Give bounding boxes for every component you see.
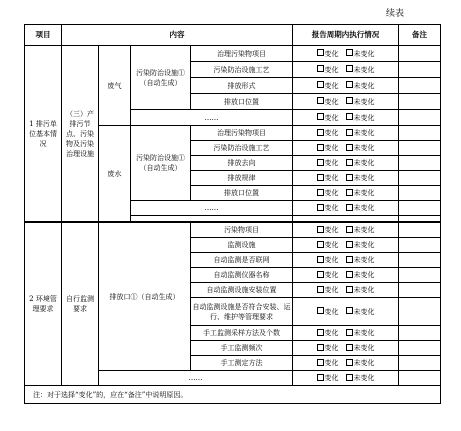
remark-cell[interactable] — [399, 156, 441, 171]
option-label: 未变化 — [353, 359, 375, 367]
remark-cell[interactable] — [399, 78, 441, 94]
section2-outlet: 排放口①（自动生成） — [99, 223, 191, 371]
status-check[interactable] — [293, 356, 399, 371]
option-label: 未变化 — [353, 159, 375, 167]
continued-label: 续表 — [386, 9, 405, 19]
status-check[interactable] — [293, 268, 399, 283]
option-label: 未变化 — [353, 329, 375, 337]
monitor-row-label: 手工监测频次 — [191, 341, 293, 356]
checkbox-icon[interactable] — [346, 307, 353, 314]
option-changed[interactable] — [317, 226, 339, 234]
option-unchanged[interactable] — [346, 308, 375, 316]
option-label: 变化 — [324, 286, 339, 294]
option-changed[interactable] — [317, 144, 339, 152]
option-label: 未变化 — [353, 174, 375, 182]
option-label: 变化 — [324, 97, 339, 106]
remark-cell[interactable] — [399, 126, 441, 141]
option-changed[interactable] — [317, 329, 339, 337]
status-check[interactable] — [293, 371, 399, 386]
header-content: 内容 — [62, 25, 293, 46]
remark-cell[interactable] — [399, 171, 441, 186]
remark-cell[interactable] — [399, 94, 441, 110]
option-label: 未变化 — [353, 286, 375, 294]
gas-ellipsis: …… — [131, 110, 293, 126]
option-changed[interactable] — [317, 50, 339, 58]
checkbox-icon[interactable] — [346, 286, 353, 293]
status-check[interactable] — [293, 341, 399, 356]
status-check[interactable] — [293, 326, 399, 341]
status-check[interactable] — [293, 201, 399, 216]
option-unchanged[interactable] — [346, 66, 375, 74]
status-check[interactable] — [293, 94, 399, 110]
option-unchanged[interactable] — [346, 144, 375, 152]
checkbox-icon[interactable] — [346, 329, 353, 336]
option-label: 变化 — [324, 189, 339, 197]
status-check[interactable] — [293, 110, 399, 126]
checkbox-icon[interactable] — [317, 256, 324, 263]
checkbox-icon[interactable] — [346, 241, 353, 248]
checkbox-icon[interactable] — [317, 189, 324, 196]
checkbox-icon[interactable] — [317, 129, 324, 136]
remark-cell[interactable] — [399, 326, 441, 341]
option-label: 未变化 — [353, 226, 375, 234]
option-label: 变化 — [324, 81, 339, 90]
option-label: 未变化 — [353, 129, 375, 137]
checkbox-icon[interactable] — [346, 97, 353, 104]
option-changed[interactable] — [317, 256, 339, 264]
option-unchanged[interactable] — [346, 204, 375, 212]
spacer-cell — [293, 216, 399, 222]
monitor-row-label: 手工测定方法 — [191, 356, 293, 371]
gas-row-label: 污染防治设施工艺 — [191, 62, 293, 78]
checkbox-icon[interactable] — [317, 226, 324, 233]
checkbox-icon[interactable] — [346, 159, 353, 166]
remark-cell[interactable] — [399, 283, 441, 298]
remark-cell[interactable] — [399, 186, 441, 201]
remark-cell[interactable] — [399, 46, 441, 62]
option-unchanged[interactable] — [346, 226, 375, 234]
monitor-row-label: 监测设施 — [191, 238, 293, 253]
option-changed[interactable] — [317, 66, 339, 74]
option-unchanged[interactable] — [346, 159, 375, 167]
gas-row-label: 治理污染物项目 — [191, 46, 293, 62]
option-changed[interactable] — [317, 204, 339, 212]
water-row-label: 排放规律 — [191, 171, 293, 186]
remark-cell[interactable] — [399, 223, 441, 238]
status-check[interactable] — [293, 126, 399, 141]
option-unchanged[interactable] — [346, 286, 375, 294]
checkbox-icon[interactable] — [317, 159, 324, 166]
remark-cell[interactable] — [399, 268, 441, 283]
checkbox-icon[interactable] — [346, 271, 353, 278]
table-note: 注：对于选择“变化”的，应在“备注”中说明原因。 — [25, 386, 441, 404]
option-label: 变化 — [324, 204, 339, 212]
option-changed[interactable] — [317, 344, 339, 352]
water-row-label: 污染防治设施工艺 — [191, 141, 293, 156]
checkbox-icon[interactable] — [317, 241, 324, 248]
option-label: 变化 — [324, 271, 339, 279]
monitor-ellipsis: …… — [99, 371, 293, 386]
option-label: 变化 — [324, 65, 339, 74]
water-row-label: 排放去向 — [191, 156, 293, 171]
option-label: 变化 — [324, 129, 339, 137]
option-changed[interactable] — [317, 286, 339, 294]
monitor-row-label: 自动监测设施安装位置 — [191, 283, 293, 298]
option-label: 未变化 — [353, 189, 375, 197]
option-label: 变化 — [324, 359, 339, 367]
option-label: 未变化 — [353, 81, 375, 90]
status-check[interactable] — [293, 62, 399, 78]
option-label: 变化 — [324, 144, 339, 152]
checkbox-icon[interactable] — [346, 174, 353, 181]
option-label: 变化 — [324, 49, 339, 58]
water-row-label: 治理污染物项目 — [191, 126, 293, 141]
monitor-row-label: 自动监测设施是否符合安装、运行、维护等管理要求 — [191, 298, 293, 326]
water-ellipsis: …… — [131, 201, 293, 216]
remark-cell[interactable] — [399, 253, 441, 268]
option-label: 变化 — [324, 241, 339, 249]
monitor-row-label: 手工监测采样方法及个数 — [191, 326, 293, 341]
option-label: 未变化 — [353, 344, 375, 352]
option-unchanged[interactable] — [346, 374, 375, 382]
monitor-row-label: 自动监测仪器名称 — [191, 268, 293, 283]
option-label: 变化 — [324, 374, 339, 382]
gas-label: 废气 — [99, 46, 131, 126]
option-label: 变化 — [324, 159, 339, 167]
option-label: 未变化 — [353, 113, 375, 122]
status-check[interactable] — [293, 238, 399, 253]
option-changed[interactable] — [317, 189, 339, 197]
option-label: 变化 — [324, 113, 339, 122]
option-unchanged[interactable] — [346, 359, 375, 367]
header-remark: 备注 — [399, 25, 441, 46]
status-check[interactable] — [293, 298, 399, 326]
checkbox-icon[interactable] — [346, 344, 353, 351]
gas-row-label: 排放形式 — [191, 78, 293, 94]
status-check[interactable] — [293, 223, 399, 238]
option-label: 变化 — [324, 344, 339, 352]
checkbox-icon[interactable] — [346, 204, 353, 211]
status-check[interactable] — [293, 156, 399, 171]
option-changed[interactable] — [317, 129, 339, 137]
remark-cell[interactable] — [399, 110, 441, 126]
checkbox-icon[interactable] — [346, 65, 353, 72]
option-unchanged[interactable] — [346, 174, 375, 182]
option-unchanged[interactable] — [346, 189, 375, 197]
checkbox-icon[interactable] — [346, 81, 353, 88]
checkbox-icon[interactable] — [346, 359, 353, 366]
remark-cell[interactable] — [399, 141, 441, 156]
table-row — [25, 223, 441, 238]
option-label: 未变化 — [353, 144, 375, 152]
checkbox-icon[interactable] — [317, 204, 324, 211]
option-label: 变化 — [324, 256, 339, 264]
checkbox-icon[interactable] — [346, 113, 353, 120]
option-label: 未变化 — [353, 256, 375, 264]
remark-cell[interactable] — [399, 62, 441, 78]
section2-subtitle: 自行监测要求 — [62, 223, 99, 386]
remark-cell[interactable] — [399, 371, 441, 386]
checkbox-icon[interactable] — [346, 374, 353, 381]
status-check[interactable] — [293, 78, 399, 94]
option-label: 变化 — [324, 174, 339, 182]
checkbox-icon[interactable] — [346, 129, 353, 136]
option-label: 未变化 — [353, 307, 375, 316]
report-table — [24, 24, 441, 404]
checkbox-icon[interactable] — [346, 189, 353, 196]
option-changed[interactable] — [317, 359, 339, 367]
option-label: 变化 — [324, 307, 339, 316]
checkbox-icon[interactable] — [317, 81, 324, 88]
header-status: 报告周期内执行情况 — [293, 25, 399, 46]
status-check[interactable] — [293, 253, 399, 268]
spacer-cell — [399, 216, 441, 222]
option-unchanged[interactable] — [346, 329, 375, 337]
option-unchanged[interactable] — [346, 241, 375, 249]
remark-cell[interactable] — [399, 201, 441, 216]
checkbox-icon[interactable] — [346, 256, 353, 263]
option-label: 未变化 — [353, 241, 375, 249]
section2-title: 2 环境管理要求 — [25, 223, 62, 386]
table-note-row — [25, 386, 441, 404]
status-check[interactable] — [293, 46, 399, 62]
option-unchanged[interactable] — [346, 129, 375, 137]
option-unchanged[interactable] — [346, 50, 375, 58]
option-label: 未变化 — [353, 97, 375, 106]
option-label: 未变化 — [353, 204, 375, 212]
checkbox-icon[interactable] — [317, 49, 324, 56]
checkbox-icon[interactable] — [317, 144, 324, 151]
option-unchanged[interactable] — [346, 114, 375, 122]
checkbox-icon[interactable] — [317, 374, 324, 381]
gas-facility: 污染防治设施①（自动生成） — [131, 46, 191, 110]
remark-cell[interactable] — [399, 298, 441, 326]
checkbox-icon[interactable] — [317, 113, 324, 120]
gas-row-label: 排放口位置 — [191, 94, 293, 110]
checkbox-icon[interactable] — [317, 65, 324, 72]
status-check[interactable] — [293, 171, 399, 186]
option-label: 变化 — [324, 226, 339, 234]
remark-cell[interactable] — [399, 356, 441, 371]
status-check[interactable] — [293, 283, 399, 298]
option-unchanged[interactable] — [346, 98, 375, 106]
checkbox-icon[interactable] — [346, 49, 353, 56]
monitor-row-label: 污染物项目 — [191, 223, 293, 238]
checkbox-icon[interactable] — [317, 307, 324, 314]
water-facility: 污染防治设施①（自动生成） — [131, 126, 191, 201]
option-label: 未变化 — [353, 271, 375, 279]
checkbox-icon[interactable] — [346, 226, 353, 233]
checkbox-icon[interactable] — [317, 359, 324, 366]
option-unchanged[interactable] — [346, 82, 375, 90]
option-changed[interactable] — [317, 159, 339, 167]
checkbox-icon[interactable] — [317, 286, 324, 293]
checkbox-icon[interactable] — [346, 144, 353, 151]
option-changed[interactable] — [317, 374, 339, 382]
option-label: 未变化 — [353, 49, 375, 58]
option-changed[interactable] — [317, 174, 339, 182]
option-changed[interactable] — [317, 82, 339, 90]
checkbox-icon[interactable] — [317, 344, 324, 351]
checkbox-icon[interactable] — [317, 174, 324, 181]
option-unchanged[interactable] — [346, 344, 375, 352]
water-row-label: 排放口位置 — [191, 186, 293, 201]
option-label: 未变化 — [353, 65, 375, 74]
option-changed[interactable] — [317, 241, 339, 249]
status-check[interactable] — [293, 186, 399, 201]
remark-cell[interactable] — [399, 238, 441, 253]
option-unchanged[interactable] — [346, 256, 375, 264]
table-row — [25, 46, 441, 62]
option-label: 变化 — [324, 329, 339, 337]
section1-subtitle: （三）产排污节点、污染物及污染治理设施 — [62, 46, 99, 222]
option-changed[interactable] — [317, 98, 339, 106]
option-changed[interactable] — [317, 114, 339, 122]
water-label: 废水 — [99, 126, 131, 222]
table-header — [25, 25, 441, 46]
monitor-row-label: 自动监测是否联网 — [191, 253, 293, 268]
section1-title: 1 排污单位基本情况 — [25, 46, 62, 222]
option-label: 未变化 — [353, 374, 375, 382]
checkbox-icon[interactable] — [317, 97, 324, 104]
option-changed[interactable] — [317, 271, 339, 279]
checkbox-icon[interactable] — [317, 329, 324, 336]
checkbox-icon[interactable] — [317, 271, 324, 278]
status-check[interactable] — [293, 141, 399, 156]
header-item: 项目 — [25, 25, 62, 46]
remark-cell[interactable] — [399, 341, 441, 356]
option-unchanged[interactable] — [346, 271, 375, 279]
option-changed[interactable] — [317, 308, 339, 316]
